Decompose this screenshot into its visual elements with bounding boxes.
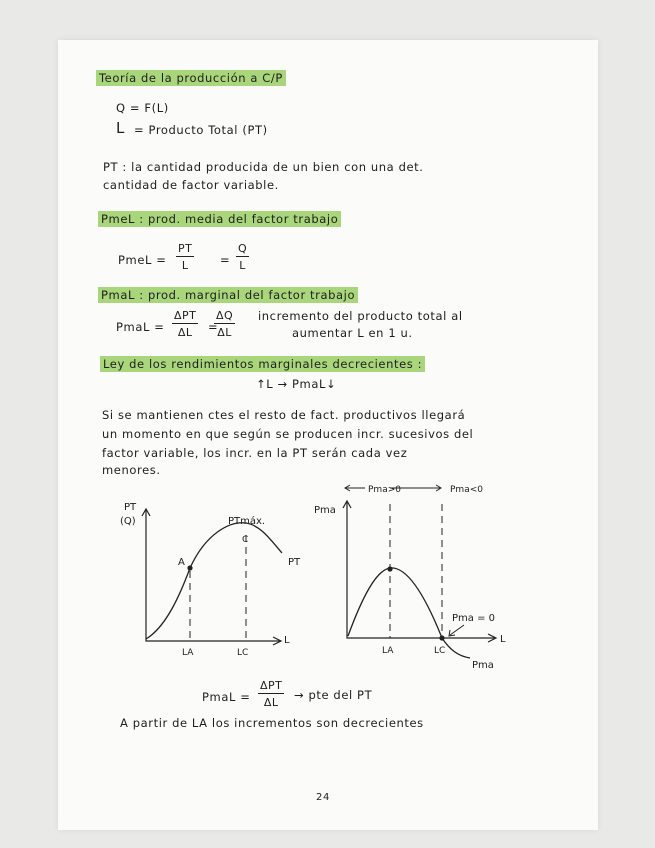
pma-zero-label: Pma = 0 bbox=[452, 613, 495, 624]
pma-graph bbox=[310, 478, 530, 678]
pme-f1-numerator: PT bbox=[178, 242, 193, 255]
conclusion: A partir de LA los incrementos son decrecientes bbox=[120, 716, 424, 730]
point-c-label: C bbox=[242, 535, 249, 545]
pma-graph-xlabel: L bbox=[500, 634, 506, 645]
title: Teoría de la producción a C/P bbox=[96, 73, 286, 85]
pme-formula-eq: = bbox=[220, 253, 231, 267]
pt-curve bbox=[146, 523, 282, 639]
bottom-fraction bbox=[258, 680, 284, 708]
pma-curve-label: Pma bbox=[472, 660, 494, 671]
law-text-line3: factor variable, los incr. en la PT serán cada vez bbox=[102, 446, 408, 460]
pma-note-line1: incremento del producto total al bbox=[258, 309, 463, 323]
lc-label-2: LC bbox=[434, 646, 446, 656]
point-a-label: A bbox=[178, 557, 185, 568]
law-text-line1: Si se mantienen ctes el resto de fact. productivos llegará bbox=[102, 408, 466, 422]
pt-description-line2: cantidad de factor variable. bbox=[103, 178, 279, 192]
pme-f2-denominator: L bbox=[239, 259, 246, 272]
q-equation: Q = F(L) bbox=[116, 101, 169, 115]
range-pos-label: Pma>0 bbox=[368, 485, 401, 495]
la-label-2: LA bbox=[382, 646, 394, 656]
pt-graph bbox=[110, 495, 310, 665]
pme-formula-lhs: PmeL = bbox=[118, 253, 167, 267]
bottom-denominator: ΔL bbox=[263, 696, 279, 709]
law-heading: Ley de los rendimientos marginales decrecientes : bbox=[100, 359, 425, 371]
range-neg-label: Pma<0 bbox=[450, 485, 483, 495]
pma-graph-ylabel: Pma bbox=[314, 505, 336, 516]
pma-heading: PmaL : prod. marginal del factor trabajo bbox=[98, 290, 358, 302]
pma-f1-numerator: ΔPT bbox=[174, 309, 197, 322]
pma-fraction-pt bbox=[172, 310, 198, 338]
pma-formula-eq: = bbox=[208, 320, 219, 334]
pma-f1-denominator: ΔL bbox=[177, 326, 193, 339]
pma-note-line2: aumentar L en 1 u. bbox=[292, 326, 413, 340]
bottom-formula-lhs: PmaL = bbox=[202, 690, 251, 704]
pme-fraction-pt-l bbox=[176, 243, 194, 271]
pma-formula-lhs: PmaL = bbox=[116, 320, 165, 334]
la-label: LA bbox=[182, 648, 194, 658]
bottom-formula-rhs: → pte del PT bbox=[294, 688, 373, 702]
pt-graph-ylabel-q: (Q) bbox=[120, 516, 136, 527]
lc-label: LC bbox=[237, 648, 249, 658]
page-number: 24 bbox=[316, 792, 330, 803]
point-a bbox=[187, 565, 192, 570]
pt-definition: = Producto Total (PT) bbox=[134, 123, 268, 137]
pma-f2-denominator: ΔL bbox=[217, 326, 232, 339]
pt-graph-ylabel: PT bbox=[124, 502, 137, 513]
bottom-numerator: ΔPT bbox=[260, 679, 283, 692]
pt-curve-label: PT bbox=[288, 557, 301, 568]
pme-f1-denominator: L bbox=[181, 259, 189, 272]
ptmax-label: PTmáx. bbox=[228, 516, 266, 527]
pme-f2-numerator: Q bbox=[238, 242, 248, 255]
pme-fraction-q-l bbox=[236, 243, 249, 271]
pt-lead: L bbox=[116, 119, 125, 137]
pt-description-line1: PT : la cantidad producida de un bien con una det. bbox=[103, 160, 424, 174]
pt-graph-xlabel: L bbox=[284, 635, 290, 646]
pma-zero-arrow bbox=[450, 625, 464, 635]
law-text-line2: un momento en que según se producen incr. sucesivos del bbox=[102, 427, 474, 441]
law-arrow: ↑L → PmaL↓ bbox=[256, 377, 337, 391]
pma-f2-numerator: ΔQ bbox=[216, 309, 234, 322]
pma-fraction-q bbox=[214, 310, 235, 338]
pme-heading: PmeL : prod. media del factor trabajo bbox=[98, 214, 341, 226]
law-text-line4: menores. bbox=[102, 463, 161, 477]
